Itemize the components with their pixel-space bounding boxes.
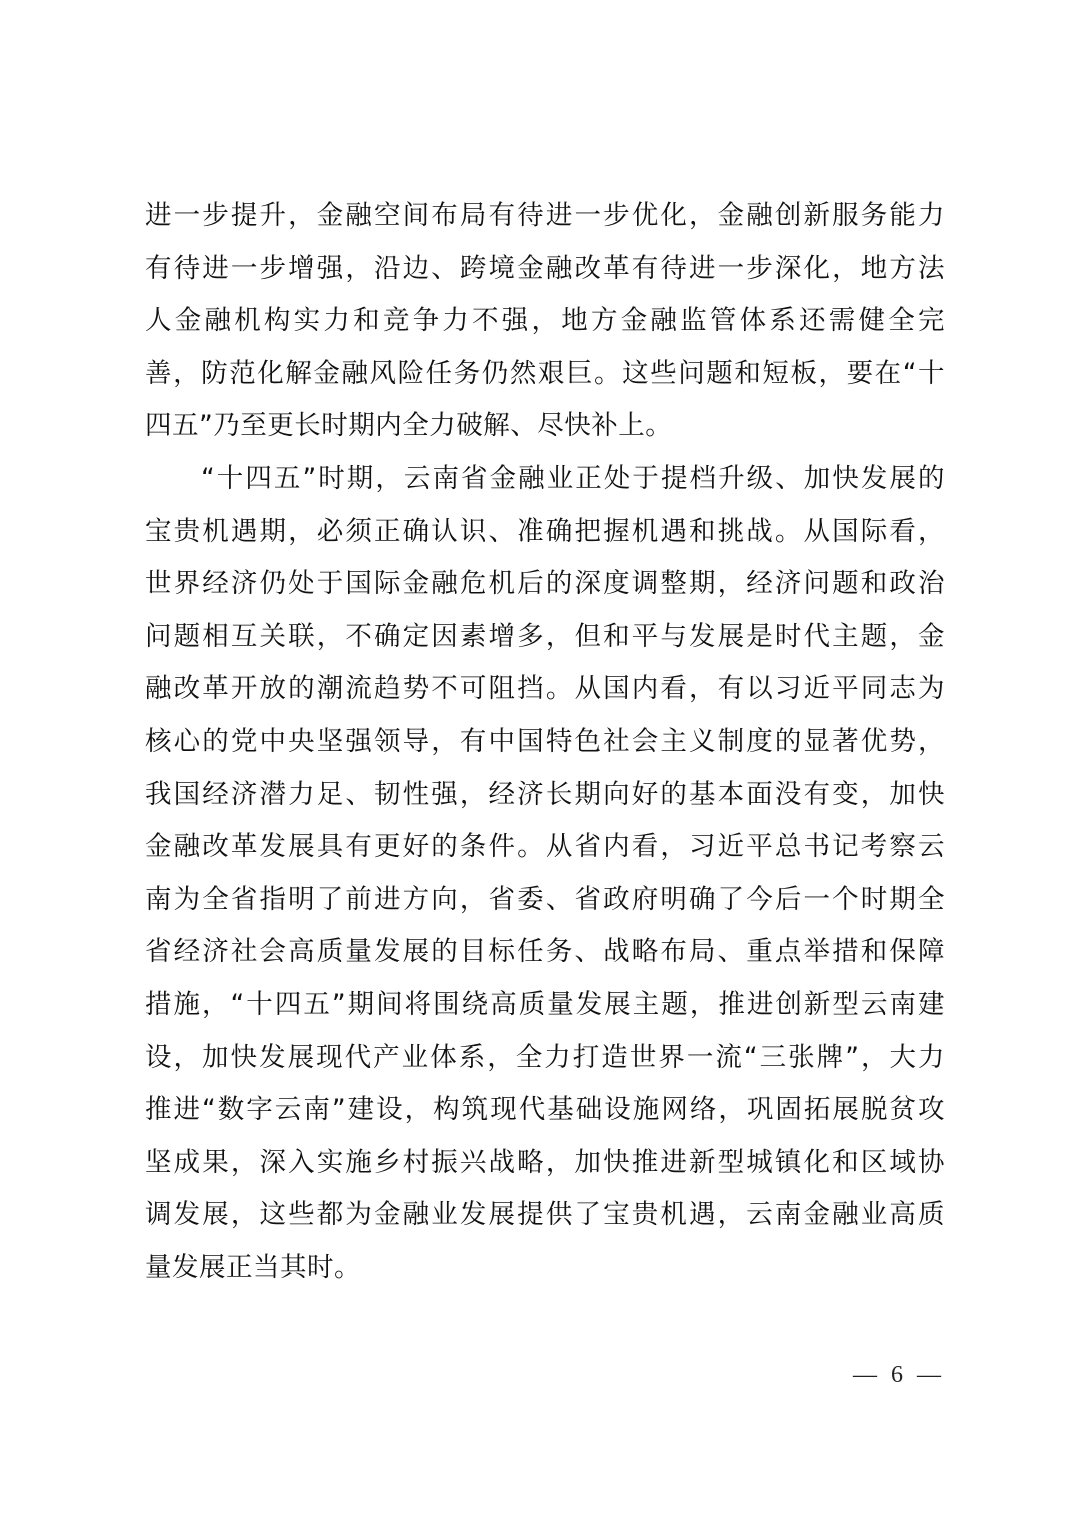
page-number: — 6 — (853, 1362, 945, 1388)
text-line: 推进“数字云南”建设，构筑现代基础设施网络，巩固拓展脱贫攻 (145, 1094, 945, 1126)
text-line: 问题相互关联，不确定因素增多，但和平与发展是时代主题，金 (145, 620, 945, 652)
paragraph (145, 453, 945, 1295)
text-line: “十四五”时期，云南省金融业正处于提档升级、加快发展的 (201, 462, 945, 494)
text-line: 金融改革发展具有更好的条件。从省内看，习近平总书记考察云 (145, 831, 945, 863)
text-line: 核心的党中央坚强领导，有中国特色社会主义制度的显著优势， (145, 725, 945, 757)
text-line: 坚成果，深入实施乡村振兴战略，加快推进新型城镇化和区域协 (145, 1146, 945, 1178)
text-line: 设，加快发展现代产业体系，全力打造世界一流“三张牌”，大力 (145, 1041, 945, 1073)
text-line: 措施，“十四五”期间将围绕高质量发展主题，推进创新型云南建 (145, 988, 945, 1020)
text-line: 善，防范化解金融风险任务仍然艰巨。这些问题和短板，要在“十 (145, 357, 945, 389)
text-line: 进一步提升，金融空间布局有待进一步优化，金融创新服务能力 (145, 200, 945, 231)
text-line: 人金融机构实力和竞争力不强，地方金融监管体系还需健全完 (145, 305, 945, 337)
paragraph (145, 190, 945, 453)
text-line: 四五”乃至更长时期内全力破解、尽快补上。 (145, 410, 673, 442)
text-line: 融改革开放的潮流趋势不可阻挡。从国内看，有以习近平同志为 (145, 673, 945, 705)
text-line: 调发展，这些都为金融业发展提供了宝贵机遇，云南金融业高质 (145, 1199, 945, 1231)
text-line: 省经济社会高质量发展的目标任务、战略布局、重点举措和保障 (145, 936, 945, 968)
text-line: 有待进一步增强，沿边、跨境金融改革有待进一步深化，地方法 (145, 252, 945, 284)
document-body (145, 190, 945, 1294)
text-line: 世界经济仍处于国际金融危机后的深度调整期，经济问题和政治 (145, 568, 945, 600)
text-line: 量发展正当其时。 (145, 1251, 361, 1283)
text-line: 宝贵机遇期，必须正确认识、准确把握机遇和挑战。从国际看， (145, 515, 945, 547)
text-line: 我国经济潜力足、韧性强，经济长期向好的基本面没有变，加快 (145, 778, 945, 810)
text-line: 南为全省指明了前进方向，省委、省政府明确了今后一个时期全 (145, 883, 945, 915)
